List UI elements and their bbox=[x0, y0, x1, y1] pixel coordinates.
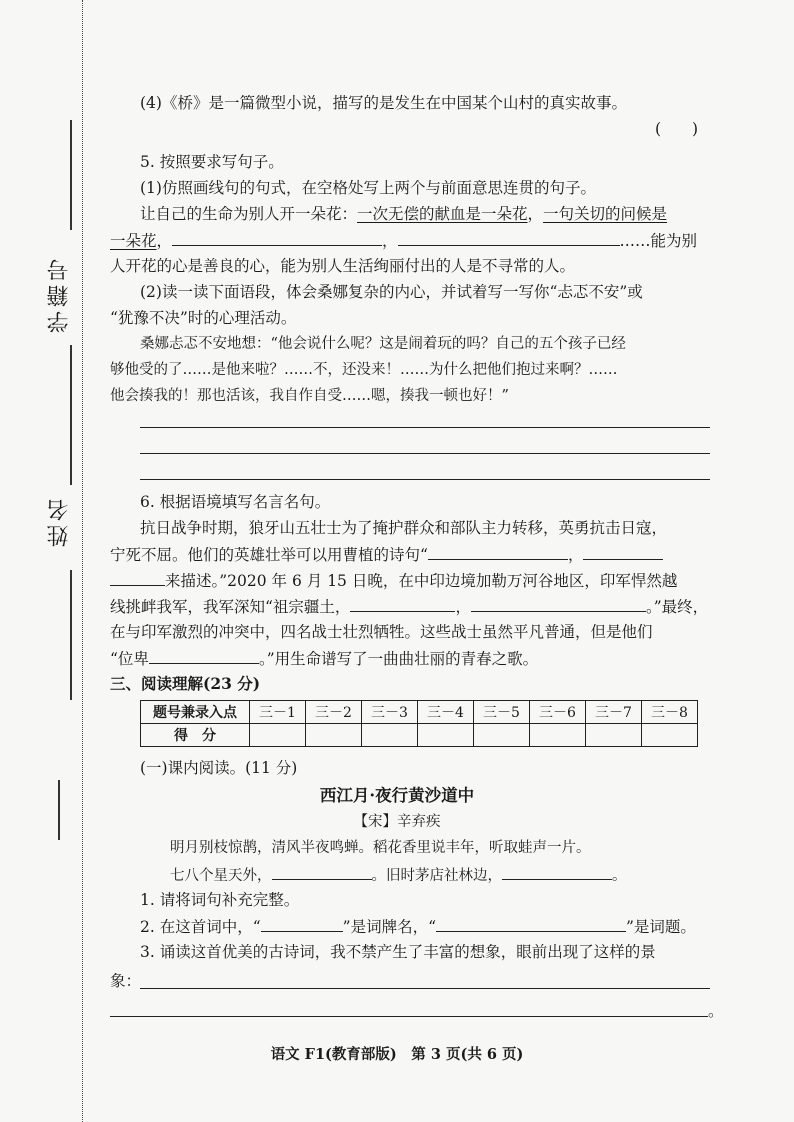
q6-title: 6. 根据语境填写名言名句。 bbox=[140, 493, 331, 511]
page-footer: 语文 F1(教育部版) 第 3 页(共 6 页) bbox=[270, 1046, 524, 1063]
score-col-3: 三－3 bbox=[362, 701, 418, 724]
poem-line1: 明月别枝惊鹊，清风半夜鸣蝉。稻花香里说丰年，听取蛙声一片。 bbox=[170, 840, 591, 856]
score-row-label: 得 分 bbox=[141, 724, 250, 747]
q5-sentence-line3: 人开花的心是善良的心，能为别人生活绚丽付出的人是不寻常的人。 bbox=[110, 257, 576, 275]
binding-line bbox=[82, 0, 83, 1122]
reading1-q3: 3. 诵读这首优美的古诗词，我不禁产生了丰富的想象，眼前出现了这样的景 bbox=[140, 943, 656, 961]
q5-sub1: (1)仿照画线句的句式，在空格处写上两个与前面意思连贯的句子。 bbox=[140, 179, 596, 197]
section3-title: 三、阅读理解(23 分) bbox=[110, 674, 261, 693]
score-cell-2[interactable] bbox=[306, 724, 362, 747]
q6-line3: 来描述。”2020 年 6 月 15 日晚，在中印边境加勒万河谷地区，印军悍然越 bbox=[110, 569, 677, 592]
score-cell-5[interactable] bbox=[474, 724, 530, 747]
reading1-title: (一)课内阅读。(11 分) bbox=[140, 759, 298, 777]
q6-blank-2b[interactable] bbox=[110, 569, 165, 586]
score-col-1: 三－1 bbox=[250, 701, 306, 724]
q6-line5: 在与印军激烈的冲突中，四名战士壮烈牺牲。这些战士虽然平凡普通，但是他们 bbox=[110, 623, 653, 641]
q5-blank-2[interactable] bbox=[398, 229, 620, 246]
score-cell-1[interactable] bbox=[250, 724, 306, 747]
q3-answer-end: 。 bbox=[708, 1002, 724, 1020]
student-id-rule bbox=[70, 120, 72, 230]
q3-answer-line-1[interactable] bbox=[140, 988, 710, 989]
score-table-header-row bbox=[141, 701, 698, 724]
reading1-q1: 1. 请将词句补充完整。 bbox=[140, 891, 300, 909]
underlined-sentence-1: 一次无偿的献血是一朵花 bbox=[357, 205, 528, 223]
score-col-6: 三－6 bbox=[530, 701, 586, 724]
q5-blank-1[interactable] bbox=[172, 229, 382, 246]
score-col-8: 三－8 bbox=[642, 701, 698, 724]
score-table-score-row bbox=[141, 724, 698, 747]
reading1-q2: 2. 在这首词中，“ ”是词牌名，“ ”是词题。 bbox=[140, 915, 696, 938]
passage-line3: 他会揍我的！那也活该，我自作自受……嗯，揍我一顿也好！” bbox=[110, 388, 509, 404]
q6-blank-3[interactable] bbox=[350, 595, 455, 612]
citi-blank[interactable] bbox=[436, 915, 626, 932]
score-cell-8[interactable] bbox=[642, 724, 698, 747]
q5-sentence-line1: 让自己的生命为别人开一朵花：一次无偿的献血是一朵花，一句关切的问候是 bbox=[140, 205, 668, 223]
class-rule bbox=[70, 570, 72, 700]
score-col-4: 三－4 bbox=[418, 701, 474, 724]
underlined-sentence-2: 一句关切的问候是 bbox=[543, 205, 668, 223]
poem-line2: 七八个星天外， 。旧时茅店社林边， 。 bbox=[170, 863, 627, 887]
name-label: 姓名 bbox=[47, 495, 72, 547]
score-col-5: 三－5 bbox=[474, 701, 530, 724]
passage-line2: 够他受的了……是他来啦？……不，还没来！……为什么把他们抱过来啊？…… bbox=[110, 362, 618, 378]
q6-blank-2a[interactable] bbox=[583, 543, 663, 560]
q6-blank-1[interactable] bbox=[428, 543, 568, 560]
q5-answer-line-1[interactable] bbox=[140, 427, 710, 428]
q6-line1: 抗日战争时期，狼牙山五壮士为了掩护群众和部队主力转移，英勇抗击日寇， bbox=[140, 519, 668, 537]
q5-answer-line-2[interactable] bbox=[140, 453, 710, 454]
q5-sub2b: “犹豫不决”时的心理活动。 bbox=[110, 309, 297, 327]
reading1-q3-cont: 象： bbox=[110, 972, 142, 990]
score-cell-4[interactable] bbox=[418, 724, 474, 747]
score-table bbox=[140, 700, 698, 747]
q4-answer-paren[interactable]: ( ) bbox=[655, 120, 699, 138]
q3-answer-line-2[interactable] bbox=[110, 1016, 708, 1017]
cipai-blank[interactable] bbox=[261, 915, 343, 932]
poem-blank-2[interactable] bbox=[502, 863, 612, 880]
q6-blank-4[interactable] bbox=[471, 595, 646, 612]
score-cell-3[interactable] bbox=[362, 724, 418, 747]
q5-sub2a: (2)读一读下面语段，体会桑娜复杂的内心，并试着写一写你“忐忑不安”或 bbox=[140, 283, 643, 301]
q6-blank-5[interactable] bbox=[149, 647, 259, 664]
poem-title: 西江月·夜行黄沙道中 bbox=[319, 786, 475, 805]
score-cell-7[interactable] bbox=[586, 724, 642, 747]
score-cell-6[interactable] bbox=[530, 724, 586, 747]
q6-line2: 宁死不屈。他们的英雄壮举可以用曹植的诗句“ ， bbox=[110, 543, 663, 566]
poem-author: 【宋】辛弃疾 bbox=[353, 814, 441, 830]
q5-title: 5. 按照要求写句子。 bbox=[140, 153, 284, 171]
q6-line6: “位卑 。”用生命谱写了一曲曲壮丽的青春之歌。 bbox=[110, 647, 538, 670]
name-rule bbox=[70, 345, 72, 485]
score-table-header: 题号兼录入点 bbox=[141, 701, 250, 724]
score-col-2: 三－2 bbox=[306, 701, 362, 724]
score-col-7: 三－7 bbox=[586, 701, 642, 724]
poem-blank-1[interactable] bbox=[272, 863, 372, 880]
q4-text: (4)《桥》是一篇微型小说，描写的是发生在中国某个山村的真实故事。 bbox=[140, 94, 627, 112]
q5-sentence-line2: 一朵花， ， ……能为别 bbox=[110, 229, 697, 252]
q6-line4: 线挑衅我军，我军深知“祖宗疆土， ， 。”最终， bbox=[110, 595, 708, 618]
q5-answer-line-3[interactable] bbox=[140, 479, 710, 480]
passage-line1: 桑娜忐忑不安地想：“他会说什么呢？这是闹着玩的吗？自己的五个孩子已经 bbox=[140, 336, 626, 352]
student-id-label: 学籍号 bbox=[47, 255, 72, 333]
